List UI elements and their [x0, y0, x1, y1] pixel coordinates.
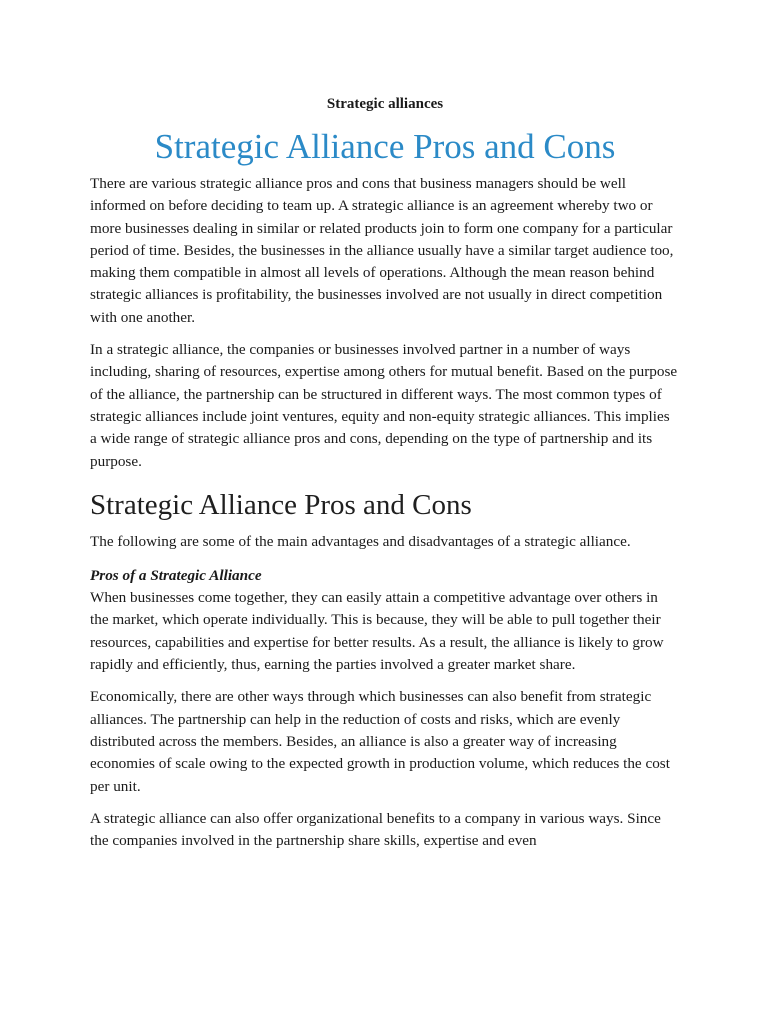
intro-paragraph-2: In a strategic alliance, the companies or businesses involved partner in a number of ways including, sharing of resources, expertise among others for mutual benefit. Based on the purpose of the alliance, the partnership can be structured in different ways. The most common types of strategic alliances include joint ventures, equity and non-equity strategic alliances. This implies a wide range of strategic alliance pros and cons, depending on the type of partnership and its purpose.: [90, 341, 678, 470]
section-heading: Strategic Alliance Pros and Cons: [90, 488, 472, 521]
pros-subheading: Pros of a Strategic Alliance: [90, 567, 262, 585]
pros-paragraph-3: A strategic alliance can also offer organizational benefits to a company in various ways. Since the companies involved in the partnership share skills, expertise and even: [90, 809, 661, 850]
document-label: Strategic alliances: [326, 96, 444, 112]
pros-paragraph-1: When businesses come together, they can easily attain a competitive advantage over others in the market, which operate individually. This is because, they will be able to pull together their resources, capabilities and expertise for better results. As a result, the alliance is likely to grow rapidly and efficiently, thus, earning the parties involved a greater market share.: [90, 589, 664, 674]
page-title: Strategic Alliance Pros and Cons: [154, 127, 616, 166]
pros-paragraph-2: Economically, there are other ways through which businesses can also benefit from strategic alliances. The partnership can help in the reduction of costs and risks, which are evenly distributed across the members. Besides, an alliance is also a greater way of increasing economies of scale owing to the expected growth in production volume, which reduces the cost per unit.: [90, 688, 670, 795]
section-lead: The following are some of the main advantages and disadvantages of a strategic alliance.: [90, 532, 631, 550]
intro-paragraph-1: There are various strategic alliance pros and cons that business managers should be well informed on before deciding to team up. A strategic alliance is an agreement whereby two or more businesses dealing in similar or related products join to form one company for a particular period of time. Besides, the businesses in the alliance usually have a similar target audience too, making them compatible in almost all levels of operations. Although the mean reason behind strategic alliances is profitability, the businesses involved are not usually in direct competition with one another.: [90, 175, 674, 326]
